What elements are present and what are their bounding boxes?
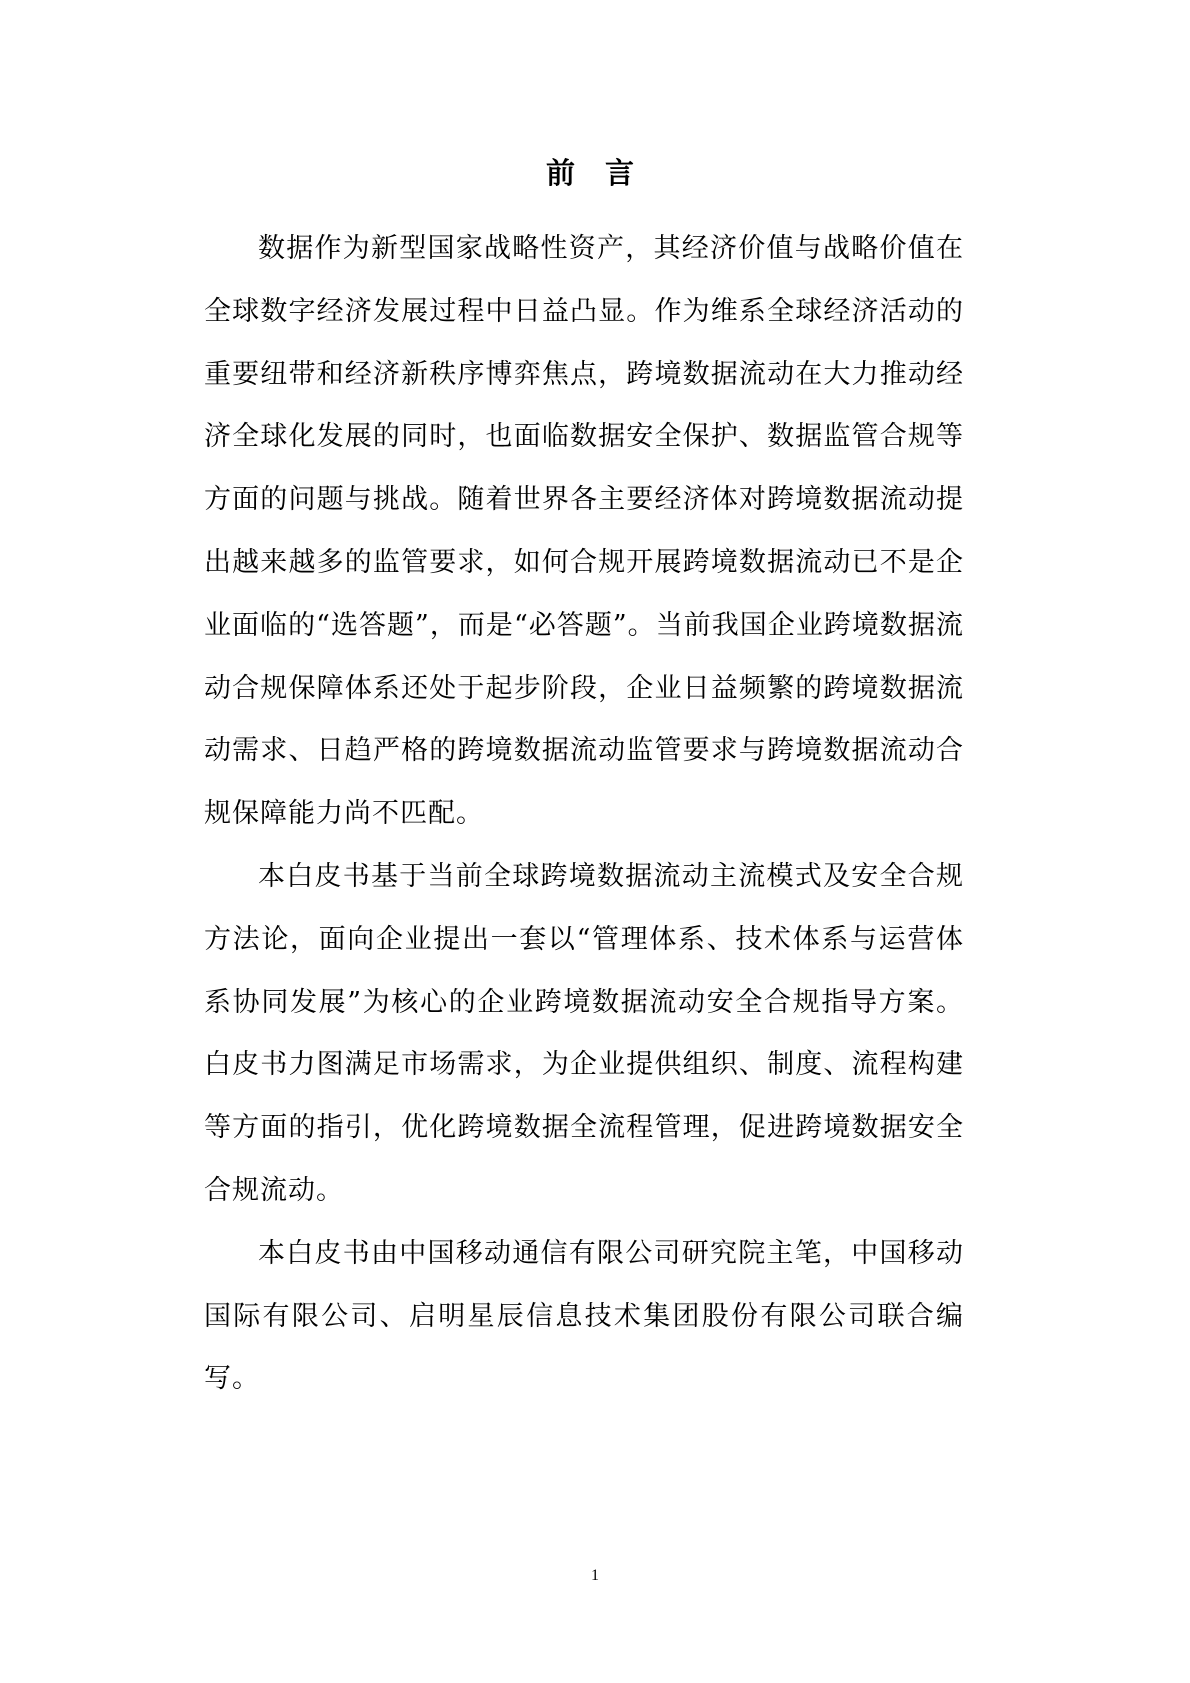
body-text [204, 218, 964, 1411]
paragraph-1: 数据作为新型国家战略性资产，其经济价值与战略价值在全球数字经济发展过程中日益凸显。作为维系全球经济活动的重要纽带和经济新秩序博弈焦点，跨境数据流动在大力推动经济全球化发展的同时，也面临数据安全保护、数据监管合规等方面的问题与挑战。随着世界各主要经济体对跨境数据流动提出越来越多的监管要求，如何合规开展跨境数据流动已不是企业面临的“选答题”，而是“必答题”。当前我国企业跨境数据流动合规保障体系还处于起步阶段，企业日益频繁的跨境数据流动需求、日趋严格的跨境数据流动监管要求与跨境数据流动合规保障能力尚不匹配。 [204, 233, 964, 830]
page-title: 前 言 [545, 156, 645, 190]
paragraph-2: 本白皮书基于当前全球跨境数据流动主流模式及安全合规方法论，面向企业提出一套以“管理体系、技术体系与运营体系协同发展”为核心的企业跨境数据流动安全合规指导方案。白皮书力图满足市场需求，为企业提供组织、制度、流程构建等方面的指引，优化跨境数据全流程管理，促进跨境数据安全合规流动。 [204, 860, 964, 1206]
page-number: 1 [591, 1567, 599, 1584]
paragraph-3: 本白皮书由中国移动通信有限公司研究院主笔，中国移动国际有限公司、启明星辰信息技术集团股份有限公司联合编写。 [204, 1237, 964, 1395]
